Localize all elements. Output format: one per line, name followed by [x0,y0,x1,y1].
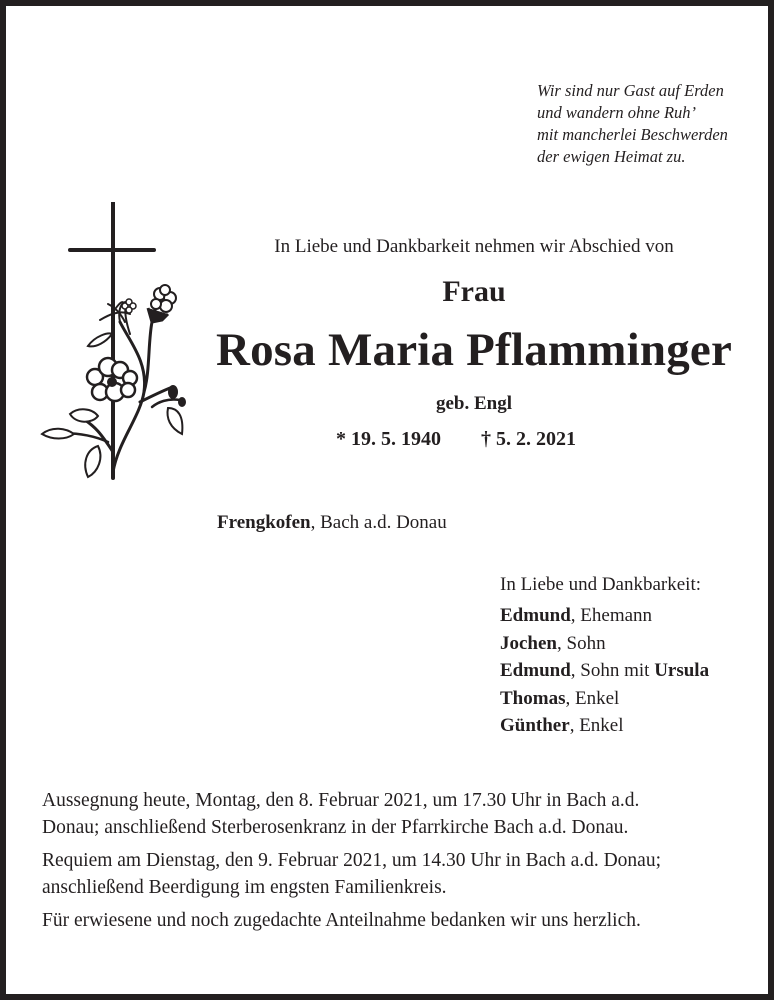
mourners-list [500,571,709,740]
mourner-name: Edmund [500,605,571,626]
mourner-relation: , Sohn [557,632,606,654]
deceased-name: Rosa Maria Pflamminger [215,324,733,376]
mourner-relation: , Sohn mit [570,660,655,681]
mourner-relation: , Enkel [565,687,620,709]
mourner-relation: , Ehemann [570,605,653,626]
announcement-line: anschließend Beerdigung im engsten Familienkreis. [42,877,447,898]
announcement-paragraph [42,787,754,841]
mourner-row [500,602,709,630]
life-dates [336,426,576,452]
mourner-row [500,712,709,740]
announcement-line: Donau; anschließend Sterberosenkranz in der Pfarrkirche Bach a.d. Donau. [42,817,629,838]
salutation: Frau [442,275,506,308]
mourner-name: Edmund [500,660,571,681]
maiden-name: geb. Engl [435,393,513,414]
mourner-row [500,630,709,658]
poem [537,80,767,168]
announcement-paragraph [42,907,754,934]
death-date: † 5. 2. 2021 [481,428,576,450]
mourner-row [500,657,709,685]
poem-line: der ewigen Heimat zu. [537,147,686,166]
poem-line: und wandern ohne Ruh’ [537,103,697,122]
residence [217,511,447,535]
poem-line: mit mancherlei Beschwerden [537,125,728,144]
mourner-name: Thomas [500,687,566,709]
mourner-relation: , Enkel [569,715,624,736]
announcement-paragraph [42,847,754,901]
cross-with-flowers-icon [40,202,190,482]
birth-date: * 19. 5. 1940 [336,428,441,450]
service-announcements [42,787,754,940]
announcement-line: Requiem am Dienstag, den 9. Februar 2021, um 14.30 Uhr in Bach a.d. Donau; [42,850,662,871]
mourner-partner: Ursula [654,660,710,681]
poem-line: Wir sind nur Gast auf Erden [537,81,724,100]
mourners-heading: In Liebe und Dankbarkeit: [500,574,702,595]
place-rest: , Bach a.d. Donau [310,512,447,533]
village-name: Frengkofen [217,512,311,533]
mourner-row [500,685,709,713]
mourner-name: Günther [500,715,570,736]
mourner-name: Jochen [500,632,557,654]
announcement-line: Für erwiesene und noch zugedachte Anteilnahme bedanken wir uns herzlich. [42,910,641,931]
announcement-line: Aussegnung heute, Montag, den 8. Februar 2021, um 17.30 Uhr in Bach a.d. [42,790,640,811]
intro-line: In Liebe und Dankbarkeit nehmen wir Abschied von [274,236,674,257]
